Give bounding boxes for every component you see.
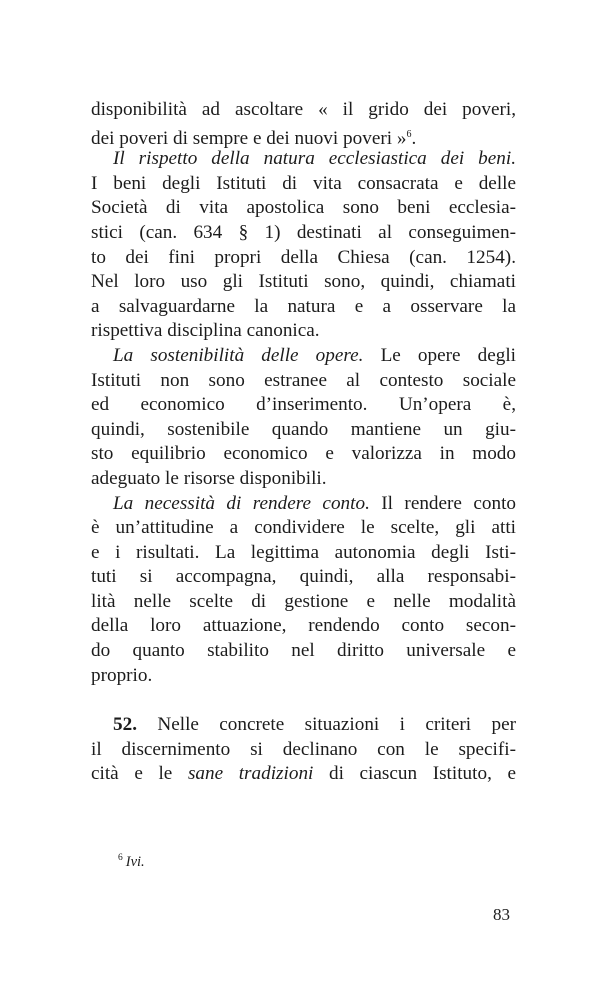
page-number: 83: [493, 905, 510, 924]
text-line: Nel loro uso gli Istituti sono, quindi, chiamati: [91, 271, 516, 293]
paragraph-52-line: 52. Nelle concrete situazioni i criteri per: [113, 714, 516, 736]
text-line: La necessità di rendere conto. Il rendere conto: [113, 492, 516, 514]
footnote-number: 6: [118, 853, 123, 863]
text-line: ed economico d’inserimento. Un’opera è,: [91, 394, 516, 416]
text-line: dei poveri di sempre e dei nuovi poveri »$^6$.: [91, 127, 417, 149]
footnote: [118, 853, 145, 871]
text-line: Società di vita apostolica sono beni ecclesia-: [91, 197, 516, 219]
text-line: e i risultati. La legittima autonomia degli Isti-: [91, 541, 516, 563]
section-heading-rendere-conto: La necessità di rendere conto.: [113, 492, 370, 514]
text-line: rispettiva disciplina canonica.: [91, 320, 320, 342]
text-line: quindi, sostenibile quando mantiene un giu-: [91, 418, 516, 440]
text-line: I beni degli Istituti di vita consacrata e delle: [91, 172, 516, 194]
footnote-text: Ivi.: [125, 854, 145, 870]
text-line: stici (can. 634 § 1) destinati al conseguimen-: [91, 221, 516, 243]
section-heading-rispetto: Il rispetto della natura ecclesiastica dei beni.: [113, 148, 516, 170]
paragraph-number: 52.: [113, 714, 137, 736]
text-line: della loro attuazione, rendendo conto secon-: [91, 615, 516, 637]
text-line: disponibilità ad ascoltare « il grido dei poveri,: [91, 99, 516, 120]
text-line: adeguato le risorse disponibili.: [91, 467, 327, 489]
paragraph-gap: [91, 688, 516, 713]
text-line: è un’attitudine a condividere le scelte, gli atti: [91, 517, 516, 539]
text-line: a salvaguardarne la natura e a osservare la: [91, 295, 516, 317]
footnote-ref: 6: [406, 128, 412, 140]
section-heading-sostenibilita: La sostenibilità delle opere.: [113, 344, 364, 366]
text-line: do quanto stabilito nel diritto universale e: [91, 640, 516, 662]
paragraph-52-line: il discernimento si declinano con le specifi-: [91, 738, 516, 760]
text-line: lità nelle scelte di gestione e nelle modalità: [91, 590, 516, 612]
page-body: [91, 98, 516, 787]
text-line: to dei fini propri della Chiesa (can. 1254).: [91, 246, 516, 268]
text-line: Istituti non sono estranee al contesto sociale: [91, 369, 516, 391]
text-line: sto equilibrio economico e valorizza in modo: [91, 443, 516, 465]
text-line: La sostenibilità delle opere. Le opere degli: [113, 344, 517, 366]
paragraph-52-line: cità e le sane tradizioni di ciascun Istituto, e: [91, 763, 517, 785]
text-line: proprio.: [91, 664, 153, 686]
text-line: tuti si accompagna, quindi, alla responsabi-: [91, 566, 516, 588]
